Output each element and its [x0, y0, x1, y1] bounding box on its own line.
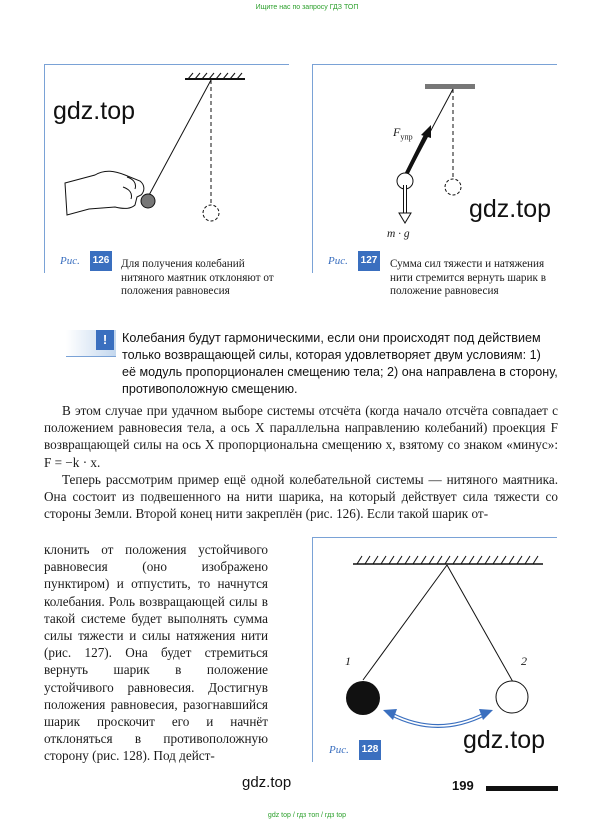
ball-2-label: 2 [521, 654, 527, 668]
force-diagram-illustration [313, 65, 557, 273]
warning-icon: ! [96, 330, 114, 350]
watermark-fig127: gdz.top [469, 195, 552, 223]
paragraph-2: Теперь рассмотрим пример ещё одной колебательной системы — нитяного маятника. Она состоит из подвешенного на нити шарика, на который действует сила тяжести со стороны Земли. Второй конец нити закреплён (рис. 126). Если такой шарик от- [44, 471, 558, 522]
fig128-number: 128 [359, 740, 381, 760]
figure-126-frame [44, 64, 289, 273]
watermark-fig126: gdz.top [53, 97, 136, 125]
fig126-caption: Для получения колебаний нитяного маятник отклоняют от положения равновесия [121, 258, 274, 297]
fig126-label: Рис. [60, 255, 80, 267]
figure-128-frame [312, 537, 557, 762]
page-number: 199 [452, 778, 474, 793]
force-up-sub: упр [400, 132, 413, 142]
main-text [44, 402, 558, 522]
fig126-number: 126 [90, 251, 112, 271]
fig127-label: Рис. [328, 255, 348, 267]
rule-text: Колебания будут гармоническими, если они происходят под действием только возвращающей силы, которая удовлетворяет двум условиям: 1) её модуль пропорционален смещению тела; 2) она направлена в сторону, противоположную смещению. [122, 331, 558, 396]
figure-127-frame [312, 64, 557, 273]
footer-watermark: gdz.top [242, 774, 292, 791]
fig128-label: Рис. [329, 744, 349, 756]
force-up-symbol: F [393, 125, 401, 139]
fig127-caption: Сумма сил тяжести и натяжения нити стремится вернуть шарик в положение равновесия [390, 258, 547, 297]
bottom-link[interactable]: gdz top / гдз топ / гдз top [267, 812, 347, 819]
paragraph-1: В этом случае при удачном выборе системы отсчёта (когда начало отсчёта совпадает с положением равновесия тела, а ось X параллельна направлению колебаний) проекция F возвращающей силы на ось X пропорциональна смещению x, взятому со знаком «минус»: F = −k · x. [44, 403, 558, 470]
force-down-label: m · g [387, 228, 410, 240]
force-up-label [393, 125, 413, 141]
top-link[interactable]: Ищите нас по запросу ГДЗ ТОП [255, 4, 359, 11]
page-number-bar [486, 786, 558, 791]
narrow-column-text: клонить от положения устойчивого равновесия (оно изображено пунктиром) и отпустить, то начнутся колебания. Роль возвращающей силы в такой системе будет выполнять сумма силы тяжести и силы натяжения нити (рис. 127). Она будет стремиться вернуть шарик в положение устойчивого равновесия. Достигнув положения равновесия, разогнавшийся шарик проскочит его и начнёт отклоняться в противоположную сторону (рис. 128). Под дейст- [44, 542, 268, 764]
ball-1-label: 1 [345, 654, 351, 668]
fig127-number: 127 [358, 251, 380, 271]
watermark-fig128: gdz.top [463, 726, 546, 754]
